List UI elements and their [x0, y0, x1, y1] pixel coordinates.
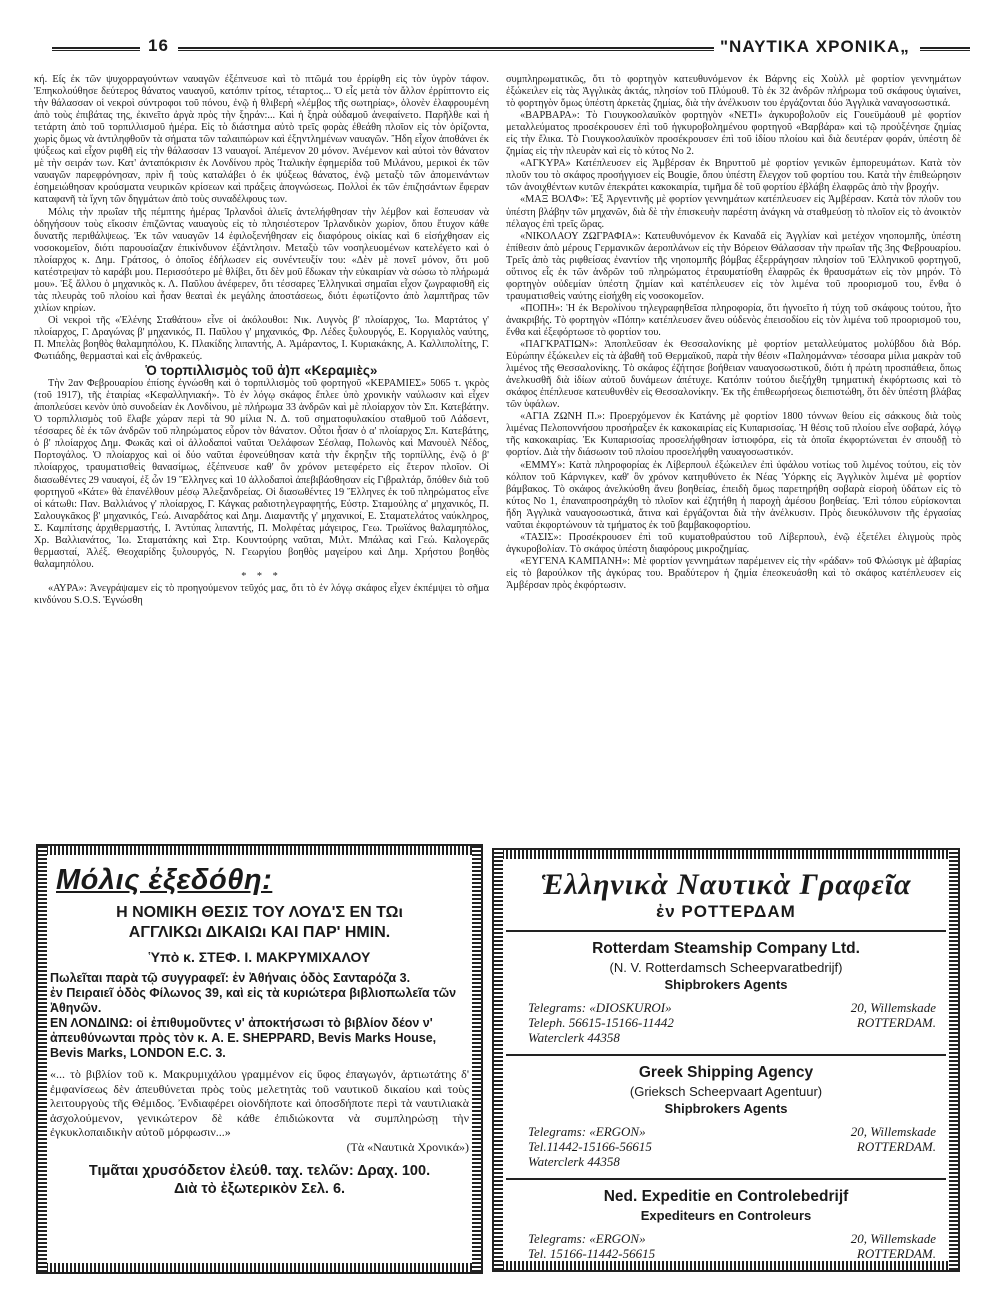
ad-headline: Μόλις ἐξεδόθη:: [56, 864, 273, 896]
article-paragraph: «ΑΓΙΑ ΖΩΝΗ Π.»: Προερχόμενον ἐκ Κατάνης μὲ φορτίον 1800 τόννων θείου εἰς σάκκους διὰ τοὺς λιμένας Πελοποννήσου προσήραξεν ἐκ κακοκαιρίας εἰς Κυπαρισσίας. Ἡ θέσις τοῦ πλοίου εἶνε σοβαρά, λόγῳ τῆς κακοκαιρίας. Ἐκ Κυπαρισσίας προσελήφθησαν ἰστιοφόρα, εἰς τὰ ὁποῖα ἐκφορτώνεται ἐν σπουδῇ τὸ φορτίον. Διὰ τὴν διάσωσιν τοῦ πλοίου προσελήφθη ναυαγοσωστικόν.: [506, 411, 961, 459]
book-title-line: Η ΝΟΜΙΚΗ ΘΕΣΙΣ ΤΟΥ ΛΟΥΔ'Σ ΕΝ ΤΩι: [116, 904, 403, 921]
company-role: Shipbrokers Agents: [664, 977, 788, 992]
article-paragraph: «ΝΙΚΟΛΑΟΥ ΖΩΓΡΑΦΙΑ»: Κατευθυνόμενον ἐκ Καναδᾶ εἰς Ἀγγλίαν καὶ μετέχον νηοπομπῆς, ὑπέστη ἐπίθεσιν ἀπὸ μέρους Γερμανικῶν ἀεροπλάνων εἰς τὴν Βόρειον Θάλασσαν τὴν πρωΐαν τῆς 3ης Φεβρουαρίου. Τρεῖς ἀπὸ τὰς ριφθείσας ἐναντίον τῆς νηοπομπῆς βόμβας ἐξερράγησαν πλησίον τοῦ Ἑλληνικοῦ φορτηγοῦ, οὕτινος εἷς ἐκ τῶν ἀνδρῶν τοῦ πληρώματος ἐτραυματίσθη ἐλαφρῶς ἐκ θραυσμάτων εἰς τὸν μηρόν. Τὸ φορτηγὸν οὐδεμίαν ὑπέστη ζημίαν καὶ κατέπλευσεν εἰς τὸν λιμένα τοῦ προορισμοῦ του, ἔνθα ὁ τραυματισθεὶς ναύτης εἰσήχθη εἰς νοσοκομεῖον.: [506, 230, 961, 302]
price-line: Τιμᾶται χρυσόδετον ἐλεύθ. ταχ. τελῶν: Δραχ. 100.: [88, 1163, 431, 1179]
article-paragraph: «ΑΓΚΥΡΑ» Κατέπλευσεν εἰς Ἀμβέρσαν ἐκ Βηρυττοῦ μὲ φορτίον γενικῶν ἐμπορευμάτων. Κατὰ τὸν πλοῦν του τὸ σκάφος προσήγγισεν εἰς Bougie, ὅπου ὑπέστη ἔλεγχον τοῦ φορτίου του. Κατὰ τὴν ἐπιθεώρησιν τῶν ἀνοιχθέντων κυτῶν ἐπεκράτει κακοκαιρία, τιμῆμα δὲ τοῦ φορτίου ἐβλάβη ἐλαφρῶς ἀπὸ τὴν βροχήν.: [506, 158, 961, 194]
divider: [506, 930, 946, 932]
telegrams: Telegrams: «ERGON»: [528, 1231, 646, 1246]
company-dutch-name: (N. V. Rotterdamsch Scheepvaratbedrijf): [609, 960, 843, 975]
divider: [506, 1178, 946, 1180]
telephone: Teleph. 56615-15166-11442: [528, 1015, 674, 1030]
quote-source: (Τὰ «Ναυτικὰ Χρονικά»): [346, 1139, 469, 1154]
book-title-line: ΑΓΓΛΙΚΩι ΔΙΚΑΙΩι ΚΑΙ ΠΑΡ' ΗΜΙΝ.: [128, 924, 391, 941]
article-paragraph: «ΠΟΠΗ»: Ἡ ἐκ Βερολίνου τηλεγραφηθεῖσα πληροφορία, ὅτι ἠγνοεῖτο ἡ τύχη τοῦ σκάφους τούτου, ἦτο ἀνακριβής. Τὸ φορτηγὸν «Πόπη» κατέπλευσεν ἄνευ οὐδενὸς ἐπεισοδίου εἰς τὸν λιμένα τοῦ προορισμοῦ του, ἔνθα καὶ ἐξεφόρτωσε τὸ φορτίον του.: [506, 302, 961, 338]
company-contacts: [528, 1124, 936, 1170]
company-role: Expediteurs en Controleurs: [640, 1208, 812, 1223]
telephone: Tel. 15166-11442-56615: [528, 1246, 656, 1261]
contact-right: [851, 1000, 936, 1030]
divider: [506, 1054, 946, 1056]
price-info: [50, 1162, 469, 1198]
ad-border-stripe: [472, 846, 481, 1272]
company-dutch-name: (Grieksch Scheepvaart Agentuur): [629, 1084, 823, 1099]
rotterdam-advertisement: [492, 848, 960, 1272]
ad-border-stripe: [38, 846, 481, 855]
article-paragraph: Οἱ νεκροὶ τῆς «Ἑλένης Σταθάτου» εἶνε οἱ ἀκόλουθοι: Νικ. Λυγνὸς β' πλοίαρχος, Ἰω. Μαρτάτος γ' πλοίαρχος, Γ. Δραγώνας β' μηχανικός, Π. Παῦλου γ' μηχανικός, Φρ. Λέδες ξυλουργός, Ε. Κοργιαλὸς ναύτης, Π. Μπελὰς βοηθὸς θαλαμηπόλου, Κ. Πλακίδης λιπαντής, Α. Ἀμάραντος, Ι. Κυριακάκης, Α. Καλλιπολίτης, Γ. Φωτιάδης, θερμασταὶ καὶ εἷς ἀνθρακεύς.: [34, 314, 489, 363]
section-separator: * * *: [241, 570, 282, 582]
company-name: Ned. Expeditie en Controlebedrijf: [603, 1188, 849, 1205]
ad-border-stripe: [38, 1263, 481, 1272]
book-title: [50, 903, 469, 943]
waterclerk: Waterclerk 44358: [528, 1154, 620, 1169]
article-paragraph: «ΠΑΓΚΡΑΤΙΩΝ»: Ἀποπλεῦσαν ἐκ Θεσσαλονίκης μὲ φορτίον μεταλλεύματος μολύβδου διὰ Βόρ. Εὐρώπην ἐξώκειλεν εἰς τὰ ἀβαθῆ τοῦ Θερμαϊκοῦ, παρὰ τὴν θέσιν «Παληομάννα» τέσσαρα μίλια μακρὰν τοῦ λιμένος τῆς Θεσσαλονίκης. Τὸ σκάφος ἐζήτησε βοήθειαν ναυαγοσωστικοῦ, διότι ἡ πρώτη προσπάθεια, ὅπως ἀνελκυσθῆ διὰ ἰδίων αὐτοῦ δυνάμεων ἀπέτυχε. Κατόπιν τούτου διεξήχθη τμηματικὴ ἐκφόρτωσις καὶ τὸ σκάφος ἐπέπλευσε κατευθυνθὲν εἰς Θεσσαλονίκην. Ἐκ τῆς ἐπιθεωρήσεως διεπιστώθη, ὅτι δὲν ὑπέστη βλάβας τῶν ὑφάλων.: [506, 339, 961, 411]
contact-right: [851, 1231, 936, 1261]
section-title: Ὁ τορπιλλισμὸς τοῦ ἀ)π «Κεραμιὲς»: [145, 363, 378, 379]
company-contacts: [528, 1000, 936, 1046]
sale-line: Πωλεῖται παρὰ τῷ συγγραφεῖ: ἐν Ἀθήναις ὁδὸς Σανταρόζα 3.: [50, 971, 411, 985]
contact-left: [528, 1124, 652, 1169]
publication-title: "ΝΑΥΤΙΚΑ ΧΡΟΝΙΚΑ„: [720, 37, 910, 56]
address-city: ROTTERDAM.: [856, 1246, 936, 1261]
ad-border-stripe: [494, 850, 503, 1270]
company-role: Shipbrokers Agents: [664, 1101, 788, 1116]
company-name: Rotterdam Steamship Company Ltd.: [592, 940, 860, 957]
article-paragraph: Μόλις τὴν πρωΐαν τῆς πέμπτης ἡμέρας Ἰρλανδοὶ ἁλιεῖς ἀντελήφθησαν τὴν λέμβον καὶ ἔσπευσαν νὰ ὁδηγήσουν τοὺς εἴκοσιν ἐπιζῶντας ναυαγοὺς εἰς τὸ πλησιέστερον Ἰρλανδικὸν χωρίον, ὅπου ἔτυχον κάθε δυνατῆς περιθάλψεως. Ἐκ τῶν ναυαγῶν 14 ἐφιλοξενήθησαν εἰς διαφόρους οἰκίας καὶ 6 εἰσήχθησαν εἰς νοσοκομεῖον, διότι παρουσίαζαν ἐπικίνδυνον ἐξάντλησιν. Μεταξὺ τῶν νοσηλευομένων κατελέγετο καὶ ὁ πλοίαρχος κ. Δημ. Γράτσος, ὁ ὁποῖος ἐδήλωσεν εἰς συνέντευξίν του: «Δὲν μὲ πονεῖ μόνον, ὅτι μοῦ κατέστρεψαν τὸ καράβι μου. Περισσότερο μὲ θλίβει, ὅτι δὲν μοῦ ἔδωκαν τὴν εὐκαιρίαν νὰ σώσω τὸ πλήρωμά μου». Ἐξ ἄλλου ὁ μηχανικὸς κ. Λ. Παῦλου ἀνέφερεν, ὅτι τέσσαρες Ἑλληνικαὶ σημαῖαι εἶχον ζωγραφισθῆ εἰς τὰς πλευρὰς τοῦ πλοίου καὶ ἦσαν θεαταὶ ἐκ μεγάλης ἀποστάσεως, διότι ἐφωτίζοντο ἀπὸ λαμπτῆρας τῶν χιλίων κηρίων.: [34, 206, 489, 314]
address-street: 20, Willemskade: [850, 1231, 936, 1246]
ad-title: Ἑλληνικὰ Ναυτικὰ Γραφεῖα: [540, 868, 912, 901]
telegrams: Telegrams: «ERGON»: [528, 1124, 646, 1139]
telephone: Tel.11442-15166-56615: [528, 1139, 652, 1154]
company-name: Greek Shipping Agency: [638, 1064, 814, 1081]
ad-content: [506, 862, 946, 1261]
header-rule-left: [52, 47, 140, 51]
waterclerk: Waterclerk 44358: [528, 1030, 620, 1045]
header-rule-middle: [178, 47, 714, 51]
header-rule-right: [920, 47, 970, 51]
article-paragraph: «ΤΑΣΙΣ»: Προσέκρουσεν ἐπὶ τοῦ κυματοθραύστου τοῦ Λίβερπουλ, ἐνῷ ἐξετέλει ἐλιγμοὺς πρὸς ἀγκυροβολίαν. Τὸ σκάφος ὑπέστη διαφόρους μικροζημίας.: [506, 531, 961, 555]
book-advertisement: [36, 844, 483, 1274]
contact-right: [851, 1124, 936, 1154]
article-paragraph: κή. Εἷς ἐκ τῶν ψυχορραγούντων ναυαγῶν ἐξέπνευσε καὶ τὸ πτῶμά του ἐρρίφθη εἰς τὸν ὑγρὸν τάφον. Ἐπηκολούθησε δεύτερος θάνατος ναυαγοῦ, κατόπιν τρίτος, τέταρτος... Ὁ εἷς μετὰ τὸν ἄλλον ἐρρίπτοντο εἰς τὴν θάλασσαν οἱ νεκροὶ σύντροφοι τοῦ πόνου, ἐνῷ ἡ θλιβερὴ «λέμβος τῆς σωτηρίας», ὁλονὲν ἐλαφρουμένη ἀπὸ τοὺς ἐπιβάτας της, ἐκινεῖτο ἀργὰ πρὸς τὴν ξηράν:... Καὶ ἡ ξηρὰ οὐδαμοῦ ἀνεφαίνετο. Παρῆλθε καὶ ἡ τετάρτη ἀπὸ τοῦ τορπιλλισμοῦ ἡμέρα. Εἰς τὸ διάστημα αὐτὸ τρεῖς φορὰς ἐθεάθη πλοῖον εἰς τὸν ὁρίζοντα, χωρὶς ὅμως νὰ ἀντιληφθοῦν τὰ σήματα τῶν ταλαιπώρων καὶ ἐξηντλημένων ναυαγῶν. Ἤδη εἶχον ἀποθάνει ἐκ ψύξεως καὶ εἶχον ριφθῆ εἰς τὴν θάλασσαν 13 ναυαγοί. Ἀπέμενον 20 μόνον. Ἀνέμενον καὶ αὐτοὶ τὸν θάνατον μὲ τὴν σειράν των. Κατ' ἀνταπόκρισιν ἐκ Λονδίνου πρὸς Ἰταλικὴν ἐφημερίδα τοῦ Μιλάνου, μερικοὶ ἐκ τῶν ναυαγῶν παρεφρόνησαν, πρὶν ἢ τοὺς καταλάβει ὁ ἐκ ψύξεως θάνατος, ἐνῷ μεταξὺ τῶν ἀπομεινάντων ἐσημειώθησαν κρούσματα νευρικῶν κρίσεων καὶ πράξεις ἀπογνώσεως. Πολλοὶ ἐκ τῶν ἐπιζησάντων ἔφεραν καταφανῆ τὰ ἴχνη τῶν δηγμάτων ἀπὸ τοὺς συναδέλφους των.: [34, 74, 489, 206]
review-quote: [50, 1067, 469, 1154]
article-paragraph: «ΒΑΡΒΑΡΑ»: Τὸ Γιουγκοσλαυϊκὸν φορτηγὸν «ΝΕΤΙ» ἀγκυροβολοῦν εἰς Γουεϋμάουθ μὲ φορτίον μεταλλεύματος προσέκρουσεν ἐπὶ τοῦ ἠγκυροβολημένου φορτηγοῦ «Βαρβάρα» καὶ τῷ προὐξένησε ζημίας εἰς τὴν ἔλικα. Τὸ Γιουγκοσλαυϊκὸν προσέκρουσεν ἐπὶ τοῦ ἰδίου πλοίου καὶ διὰ δευτέραν φοράν, ὑπέστη δὲ ζημίας εἰς τὴν πλευρὰν καὶ εἰς τὸ κύτος Νο 2.: [506, 110, 961, 158]
price-line: Διὰ τὸ ἐξωτερικὸν Σελ. 6.: [173, 1181, 346, 1197]
quote-text: «... τὸ βιβλίον τοῦ κ. Μακρυμιχάλου γραμμένον εἰς ὕφος ἐπαγωγόν, ἀρτιωτάτης δ' ἐμφανίσεως δὲν ἀπευθύνεται πρὸς τοὺς μελετητὰς τοῦ ναυτικοῦ δικαίου καὶ τοὺς λειτουργοὺς τῆς Θέμιδος. Ἐνδιαφέρει οἱονδήποτε καὶ ὁποσδήποτε περὶ τὰ ναυτιλιακὰ ἀσχολούμενον, γενικώτερον δὲ κάθε ἐπιδιώκοντα νὰ συμπληρώσῃ τὴν ἐγκυκλοπαιδικὴν αὐτοῦ μόρφωσιν...»: [50, 1067, 469, 1139]
ad-border-stripe: [949, 850, 958, 1270]
ad-border-stripe: [494, 850, 958, 859]
ad-subtitle: ἐν ΡΟΤΤΕΡΔΑΜ: [656, 902, 796, 921]
page-header: [52, 36, 970, 62]
article-paragraph: «ΑΥΡΑ»: Ἀνεγράψαμεν εἰς τὸ προηγούμενον τεῦχός μας, ὅτι τὸ ἐν λόγῳ σκάφος εἶχεν ἐκπέμψει τὸ σῆμα κινδύνου S.O.S. Ἐγνώσθη: [34, 582, 489, 606]
article-paragraph: «ΕΥΓΕΝΑ ΚΑΜΠΑΝΗ»: Μὲ φορτίον γεννημάτων παρέμεινεν εἰς τὴν «ράδαν» τοῦ Φλώσιγκ μὲ ἀβαρίας εἰς τὸ βαρούλκον τῆς ἀγκύρας του. Βραδύτερον ἡ ζημία ἐπεσκευάσθη καὶ τὸ σκάφος κατέπλευσεν εἰς Ἀμβέρσαν πρὸς ἐκφόρτωσιν.: [506, 555, 961, 591]
ad-content: [50, 858, 469, 1260]
address-city: ROTTERDAM.: [856, 1015, 936, 1030]
book-author: Ὑπὸ κ. ΣΤΕΦ. Ι. ΜΑΚΡΥΜΙΧΑΛΟΥ: [148, 949, 371, 965]
address-city: ROTTERDAM.: [856, 1139, 936, 1154]
article-paragraph: «ΜΑΞ ΒΟΛΦ»: Ἐξ Ἀργεντινῆς μὲ φορτίον γεννημάτων κατέπλευσεν εἰς Ἀμβέρσαν. Κατὰ τὸν πλοῦν του ὑπέστη βλάβην τῶν μηχανῶν, διὰ δὲ τὴν ἐπισκευὴν παρέστη ἀνάγκη νὰ σταθμεύσῃ τὸ πλοῖον εἰς τὸ ἀνοικτὸν πέλαγος ἐπὶ τρεῖς ὥρας.: [506, 194, 961, 230]
article-paragraph: Τὴν 2αν Φεβρουαρίου ἐπίσης ἐγνώσθη καὶ ὁ τορπιλλισμὸς τοῦ φορτηγοῦ «ΚΕΡΑΜΙΕΣ» 5065 τ. γκρὸς (τοῦ 1917), τῆς ἑταιρίας «Κεφαλληνιακή». Τὸ ἐν λόγῳ σκάφος ἔπλεε ὑπὸ χρονικὴν ναύλωσιν καὶ εἶχεν ἀποπλεύσει κενὸν ὑπὸ συνοδείαν ἐκ Λονδίνου, μὲ πλήρωμα 33 ἀνδρῶν καὶ μὲ πλοίαρχον τὸν Σπ. Κατεβάτην. Ὁ τορπιλλισμὸς τοῦ ἔλαβε χώραν περὶ τὰ 90 μίλια Ν. Δ. τοῦ σηματοφυλακίου σταθμοῦ τοῦ Λάδσεντ, τέσσαρες δὲ ἐκ τῶν ἀνδρῶν τοῦ πληρώματος εὗρον τὸν θάνατον. Οὗτοι ἦσαν ὁ α' πλοίαρχος Σπ. Κατεβάτης, ὁ β' πλοίαρχος Δημ. Φωκᾶς καὶ οἱ ἀλλοδαποὶ ναῦται Ὀελάφσων Σέσλαφ, Πολωνὸς καὶ Μανουὲλ Νέδος, Πορτογάλος. Ὁ πλοίαρχος καὶ οἱ δύο ναῦται ἐφονεύθησαν κατὰ τὴν ἔκρηξιν τῆς τορπίλλης, ἐνῷ ὁ β' πλοίαρχος, τραυματισθεὶς θανασίμως, ἐξέπνευσε καθ' ὃν χρόνον μετεφέρετο εἰς ἕτερον πλοῖον. Οἱ διασωθέντες 29 ναυαγοί, ἐξ ὧν 19 Ἕλληνες καὶ 10 ἀλλοδαποὶ ἀπεβιβάσθησαν εἰς Γιβραλτάρ, ὅπόθεν διὰ τοῦ φορτηγοῦ «Κάτε» θὰ ἐπανέλθουν μέσῳ Ἀλεξανδρείας. Οἱ διασωθέντες 19 Ἕλληνες ἐκ τοῦ πληρώματος εἶνε οἱ κάτωθι: Παν. Βαλλιάνος γ' πλοίαρχος, Γ. Κάγκας ραδιοτηλεγραφητής, Εὐστρ. Σταμούλης α' μηχανικός, Π. Σαλουγκᾶκος β' μηχανικός, Γεώ. Αιναρδάτος καὶ Δημ. Διαμαντῆς γ' μηχανικοί, Ε. Σταματελάτος ναύκληρος, Σ. Καμπίτσης ἀρχιθερμαστής, Ι. Ἀντύπας λιπαντής, Π. Μολφέτας μάγειρος, Γεω. Τρωϊάνος θαλαμηπόλος, Χρ. Βαλλιανάτος, Ἰω. Σταματάκης καὶ Στρ. Κουντούρης ναῦται, Μιλτ. Μπάλας καὶ Γεώ. Καλογερᾶς θερμασταί, Ἀλέξ. Θεοχαρίδης ξυλουργός, Ν. Γεωργίου βοηθὸς μαγείρου καὶ Δημ. Χρήστου βοηθὸς θαλαμηπόλου.: [34, 378, 489, 570]
address-street: 20, Willemskade: [850, 1124, 936, 1139]
right-column: [506, 74, 961, 840]
article-paragraph: συμπληρωματικῶς, ὅτι τὸ φορτηγὸν κατευθυνόμενον ἐκ Βάρνης εἰς Χοὺλλ μὲ φορτίον γεννημάτων ἐξώκειλεν εἰς τὰς Ἀγγλικὰς ἀκτάς, πλησίον τοῦ Πλύμουθ. Τὸ ἐκ 32 ἀνδρῶν πλήρωμα τοῦ σκάφους ὑγιαίνει, τὸ φορτηγὸν ὅμως ὑπέστη ἀρκετὰς ζημίας, διὰ τὴν ἀνέλκυσιν του ἐργάζονται δύο Ἀγγλικὰ ναναγοσωστικά.: [506, 74, 961, 110]
left-column: [34, 74, 489, 894]
article-paragraph: «ΕΜΜΥ»: Κατὰ πληροφορίας ἐκ Λίβερπουλ ἐξώκειλεν ἐπὶ ὑφάλου νοτίως τοῦ λιμένος τούτου, εἰς τὸν κόλπον τοῦ Κάρνιγκεν, καθ' ὃν χρόνον κατηυθύνετο ἐκ Νέας Ὑόρκης εἰς Ἀγγλικὸν λιμένα μὲ φορτίον βάμβακος. Τὸ σκάφος ἀνελκύσθη ἄνευ βοηθείας, ἐπειδὴ ὅμως παρετηρήθη σοβαρὰ εἰσροὴ ὑδάτων εἰς τὸ κύτος Νο 1, ἐπαναπροσηράχθη τὸ πλοῖον καὶ ἐζητήθη ἡ παροχὴ ἀμέσου βοηθείας. Ἐπὶ τόπου εὑρίσκονται ἤδη Ἀγγλικὰ ναυαγοσωστικά, ἅτινα καὶ ἐργάζονται διὰ τὴν ἀνέλκυσιν. Πρὸς διευκόλυνσιν τῆς ἐργασίας ναῦται ἐκφορτώνουν τὰ τμήματος ἐκ τοῦ βαμβακοφορτίου.: [506, 459, 961, 531]
sale-line: ἐν Πειραιεῖ ὁδὸς Φίλωνος 39, καὶ εἰς τὰ κυριώτερα βιβλιοπωλεῖα τῶν Ἀθηνῶν.: [50, 986, 457, 1015]
company-contacts: [528, 1231, 936, 1263]
sale-info: [50, 971, 469, 1061]
ad-border-stripe: [38, 846, 47, 1272]
contact-left: [528, 1231, 655, 1261]
contact-left: [528, 1000, 674, 1045]
london-line: ΕΝ ΛΟΝΔΙΝΩ: οἱ ἐπιθυμοῦντες ν' ἀποκτήσωσι τὸ βιβλίον δέον ν' ἀπευθύνωνται πρὸς τὸν κ. A. E. SHEPPARD, Bevis Marks House, Bevis Marks, LONDON E.C. 3.: [50, 1016, 437, 1060]
telegrams: Telegrams: «DIOSKUROI»: [528, 1000, 672, 1015]
address-street: 20, Willemskade: [850, 1000, 936, 1015]
page-number: 16: [148, 36, 169, 55]
